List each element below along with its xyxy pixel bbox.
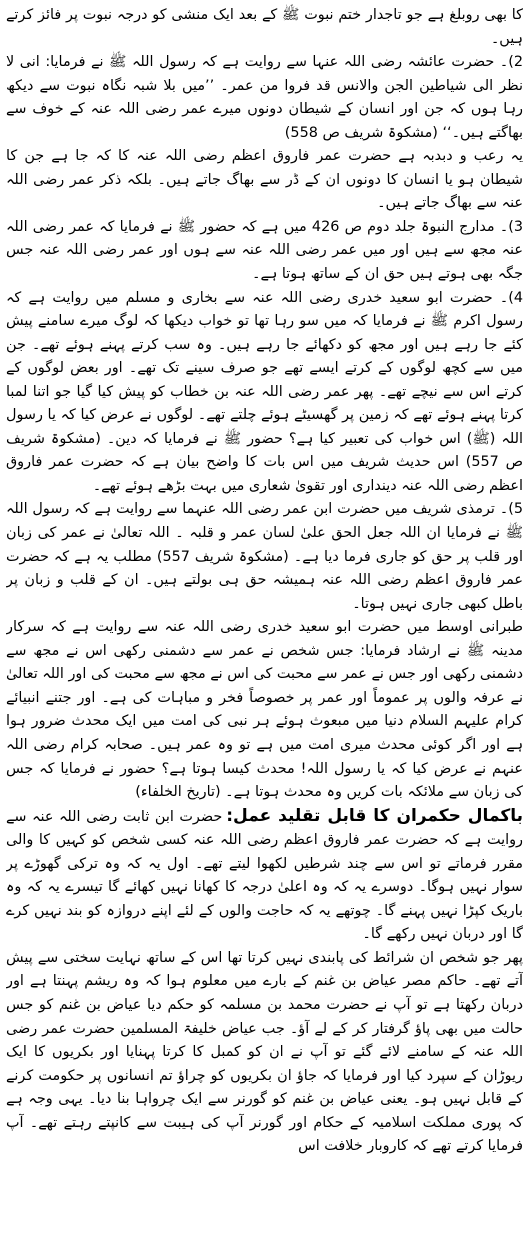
document-page bbox=[6, 4, 523, 1254]
section-heading-body: حضرت ابن ثابت رضی اللہ عنہ سے روایت ہے کہ حضرت عمر فاروق اعظم رضی اللہ عنہ کسی شخص کو کہیں کا والی مقرر فرماتے تو اس سے چند شرطیں لکھوا لیتے تھے۔ اول یہ کہ وہ ترکی گھوڑے پر سوار نہیں ہوگا۔ دوسرے یہ کہ وہ اعلیٰ درجہ کا کھانا نہیں کھائے گا تیسرے یہ کہ وہ باریک کپڑا نہیں پہنے گا۔ چوتھے یہ کہ حاجت والوں کے لئے اپنے دروازہ کو بند نہیں کرے گا اور دربان نہیں رکھے گا۔ bbox=[6, 808, 523, 943]
paragraph-continuation: کا بھی روبلغ ہے جو تاجدار ختم نبوت ﷺ کے بعد ایک منشی کو درجہ نبوت پر فائز کرتے ہیں۔ bbox=[6, 7, 523, 47]
section-heading: باکمال حکمران کا قابل تقلید عمل: bbox=[226, 805, 523, 826]
paragraph-ruler-section bbox=[6, 805, 523, 947]
paragraph-commentary-2: یہ رعب و دبدبہ ہے حضرت عمر فاروق اعظم رضی اللہ عنہ کا کہ جا ہے جن کا شیطان ہو یا انسان کا دونوں ان کے ڈر سے بھاگ جاتے ہیں۔ بلکہ ذکر عمر رضی اللہ عنہ سے بھاگ جاتے ہیں۔ bbox=[6, 148, 523, 212]
paragraph-iyad-story: پھر جو شخص ان شرائط کی پابندی نہیں کرتا تھا اس کے ساتھ نہایت سختی سے پیش آتے تھے۔ حاکم مصر عیاض بن غنم کے بارے میں معلوم ہوا کہ وہ ریشم پہنتا ہے اور دربان رکھتا ہے تو آپ نے حضرت محمد بن مسلمہ کو حکم دیا عیاض بن غنم کو جس حالت میں بھی پاؤ گرفتار کر کے لے آؤ۔ جب عیاض خلیفۃ المسلمین حضرت عمر رضی اللہ عنہ کے سامنے لائے گئے تو آپ نے ان کو کمبل کا کرتا پہنایا اور بکریوں کا ایک ریوڑان کے سپرد کیا اور فرمایا کہ جاؤ ان بکریوں کو چراؤ تم انسانوں پر حکومت کرنے کے قابل نہیں ہو۔ یعنی عیاض بن غنم کو گورنر سے ایک چرواہا بنا دیا۔ یہی وجہ ہے کہ پوری مملکت اسلامیہ کے حکام اور گورنر آپ کی ہیبت سے کانپتے رہتے تھے۔ آپ فرمایا کرتے تھے کہ کاروبار خلافت اس bbox=[6, 949, 523, 1155]
paragraph-tabarani: طبرانی اوسط میں حضرت ابو سعید خدری رضی اللہ عنہ سے روایت ہے کہ سرکار مدینہ ﷺ نے ارشاد فرمایا: جس شخص نے عمر سے دشمنی رکھی اس نے مجھ سے دشمنی رکھی اور جس نے عمر سے محبت کی اس نے مجھ سے محبت کی اور اللہ تعالیٰ نے عرفہ والوں پر عموماً اور عمر پر خصوصاً فخر و مباہات کی ہے۔ اور جتنے انبیائے کرام علیہم السلام دنیا میں مبعوث ہوئے ہر نبی کی امت میں ایک محدث ضرور ہوا ہے اور اگر کوئی محدث میری امت میں ہے تو وہ عمر ہیں۔ صحابہ کرام رضی اللہ عنہم نے عرض کیا کہ یا رسول اللہ! محدث کیسا ہوتا ہے؟ حضور نے فرمایا کہ جس کی زبان سے ملائکہ بات کریں وہ محدث ہوتا ہے۔ (تاریخ الخلفاء) bbox=[6, 619, 523, 801]
paragraph-hadith-2: 2)۔ حضرت عائشہ رضی اللہ عنہا سے روایت ہے کہ رسول اللہ ﷺ نے فرمایا: انی لا نظر الی شیاطین الجن والانس قد فروا من عمر۔ ’’میں بلا شبہ نگاہ نبوت سے دیکھ رہا ہوں کہ جن اور انسان کے شیطان دونوں میرے عمر رضی اللہ عنہ کے خوف سے بھاگتے ہیں۔‘‘ (مشکوۃ شریف ص 558) bbox=[6, 54, 523, 141]
paragraph-hadith-3: 3)۔ مدارج النبوۃ جلد دوم ص 426 میں ہے کہ حضور ﷺ نے فرمایا کہ عمر رضی اللہ عنہ مجھ سے ہیں اور میں عمر رضی اللہ عنہ سے ہوں اور عمر رضی اللہ عنہ جس جگہ بھی ہوتے ہیں حق ان کے ساتھ ہوتا ہے۔ bbox=[6, 218, 523, 283]
paragraph-hadith-4: 4)۔ حضرت ابو سعید خدری رضی اللہ عنہ سے بخاری و مسلم میں روایت ہے کہ رسول اکرم ﷺ نے فرمایا کہ میں سو رہا تھا تو خواب دیکھا کہ لوگ میرے سامنے پیش کئے جا رہے ہیں اور مجھ کو دکھائے جا رہے ہیں۔ وہ سب کرتے پہنے ہوئے تھے۔ جن میں سے کچھ لوگوں کے کرتے ایسے تھے جو صرف سینے تک تھے۔ اور بعض لوگوں کے کرتے اس سے نیچے تھے۔ پھر عمر رضی اللہ عنہ بن خطاب کو پیش کیا گیا جو اتنا لمبا کرتا پہنے ہوئے تھے کہ زمین پر گھسیٹے ہوئے چلتے تھے۔ لوگوں نے عرض کیا کہ یا رسول اللہ (ﷺ) اس خواب کی تعبیر کیا ہے؟ حضور ﷺ نے فرمایا کہ دین۔ (مشکوۃ شریف ص 557) اس حدیث شریف میں اس بات کا واضح بیان ہے کہ حضرت عمر فاروق اعظم رضی اللہ عنہ دینداری اور تقویٰ شعاری میں بہت بڑھے ہوئے تھے۔ bbox=[6, 289, 523, 494]
paragraph-hadith-5: 5)۔ ترمذی شریف میں حضرت ابن عمر رضی اللہ عنہما سے روایت ہے کہ رسول اللہ ﷺ نے فرمایا ان اللہ جعل الحق علیٰ لسان عمر و قلبہ ۔ اللہ تعالیٰ نے عمر کی زبان اور قلب پر حق کو جاری فرما دیا ہے۔ (مشکوۃ شریف 557) مطلب یہ ہے کہ حضرت عمر فاروق اعظم رضی اللہ عنہ ہمیشہ حق ہی بولتے ہیں۔ ان کے قلب و زبان پر باطل کبھی جاری نہیں ہوتا۔ bbox=[6, 501, 523, 612]
